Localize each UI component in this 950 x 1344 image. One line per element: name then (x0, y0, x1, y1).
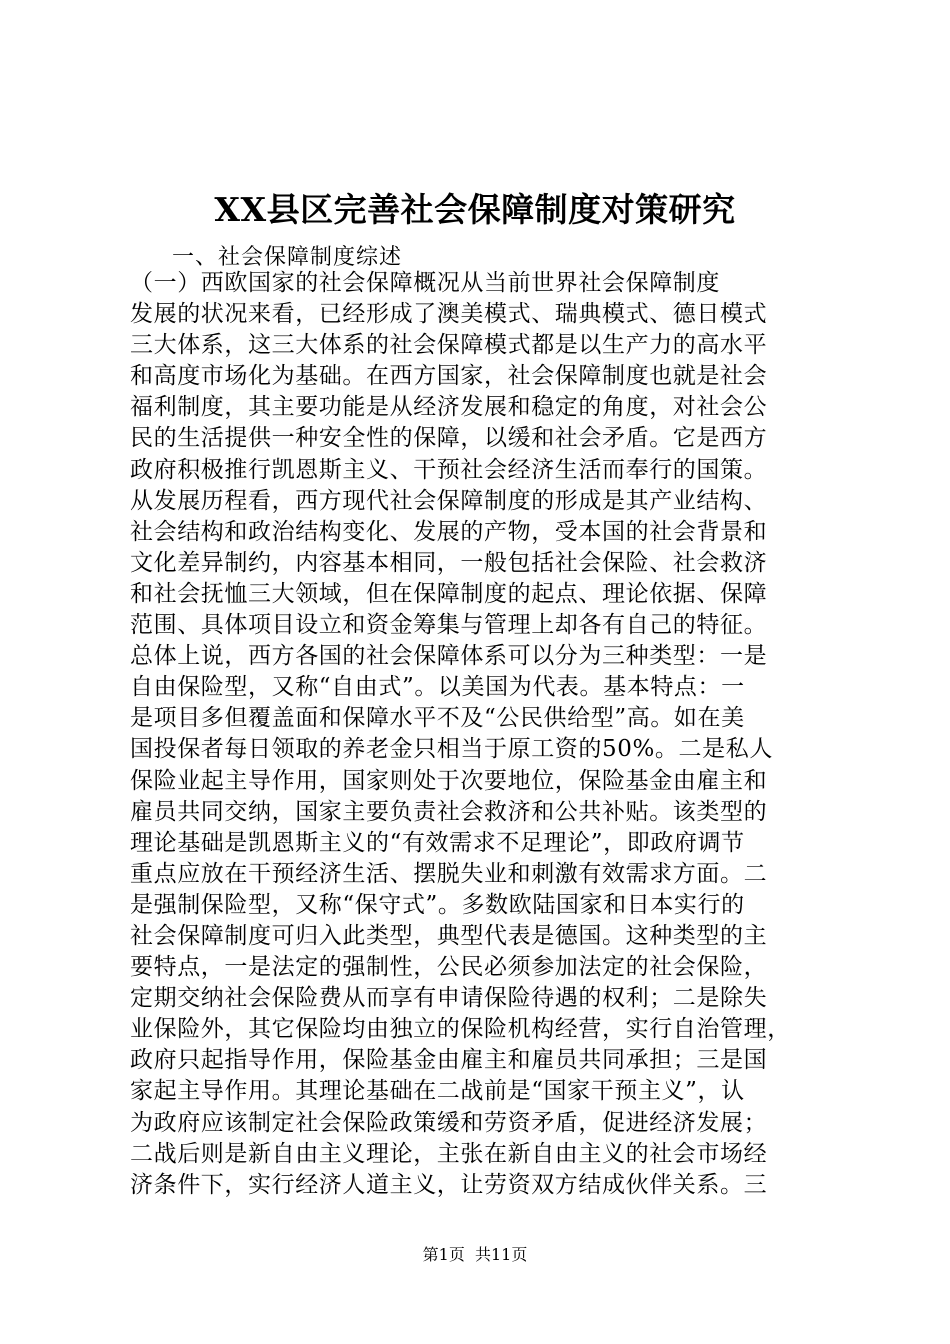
body-line: 民的生活提供一种安全性的保障，以缓和社会矛盾。它是西方 (130, 425, 768, 452)
body-line: 总体上说，西方各国的社会保障体系可以分为三种类型：一是 (130, 643, 768, 670)
section-heading: 一、社会保障制度综述 (172, 245, 403, 270)
body-line: 文化差异制约，内容基本相同，一般包括社会保险、社会救济 (130, 549, 768, 576)
body-line: 业保险外，其它保险均由独立的保险机构经营，实行自治管理， (130, 1016, 791, 1043)
body-line: 从发展历程看，西方现代社会保障制度的形成是其产业结构、 (130, 487, 768, 514)
body-line: 为政府应该制定社会保险政策缓和劳资矛盾，促进经济发展； (130, 1109, 768, 1136)
body-line: 发展的状况来看，已经形成了澳美模式、瑞典模式、德日模式 (130, 301, 768, 328)
body-line: （一）西欧国家的社会保障概况从当前世界社会保障制度 (130, 270, 720, 296)
body-line: 要特点，一是法定的强制性，公民必须参加法定的社会保险， (130, 954, 768, 981)
body-line: 定期交纳社会保险费从而享有申请保险待遇的权利；二是除失 (130, 985, 768, 1012)
body-line: 是强制保险型，又称“保守式”。多数欧陆国家和日本实行的 (130, 891, 745, 918)
body-line: 国投保者每日领取的养老金只相当于原工资的50%。二是私人 (130, 736, 773, 763)
body-line: 范围、具体项目设立和资金筹集与管理上却各有自己的特征。 (130, 612, 768, 639)
body-line: 三大体系，这三大体系的社会保障模式都是以生产力的高水平 (130, 332, 768, 359)
body-line: 二战后则是新自由主义理论，主张在新自由主义的社会市场经 (130, 1140, 768, 1167)
body-line: 自由保险型，又称“自由式”。以美国为代表。基本特点：一 (130, 674, 745, 701)
body-line: 济条件下，实行经济人道主义，让劳资双方结成伙伴关系。三 (130, 1171, 768, 1198)
body-line: 政府只起指导作用，保险基金由雇主和雇员共同承担；三是国 (130, 1047, 768, 1074)
body-line: 和高度市场化为基础。在西方国家，社会保障制度也就是社会 (130, 363, 768, 390)
body-line: 福利制度，其主要功能是从经济发展和稳定的角度，对社会公 (130, 394, 768, 421)
body-line: 是项目多但覆盖面和保障水平不及“公民供给型”高。如在美 (130, 705, 745, 732)
body-line: 重点应放在干预经济生活、摆脱失业和刺激有效需求方面。二 (130, 860, 768, 887)
page-footer: 第1页 共11页 (422, 1245, 528, 1264)
body-line: 社会结构和政治结构变化、发展的产物，受本国的社会背景和 (130, 518, 768, 545)
body-line: 保险业起主导作用，国家则处于次要地位，保险基金由雇主和 (130, 767, 768, 794)
body-line: 家起主导作用。其理论基础在二战前是“国家干预主义”，认 (130, 1078, 745, 1105)
body-line: 政府积极推行凯恩斯主义、干预社会经济生活而奉行的国策。 (130, 456, 768, 483)
body-line: 理论基础是凯恩斯主义的“有效需求不足理论”，即政府调节 (130, 829, 745, 856)
body-line: 和社会抚恤三大领域，但在保障制度的起点、理论依据、保障 (130, 580, 768, 607)
document-title: XX县区完善社会保障制度对策研究 (214, 190, 736, 229)
body-text (130, 268, 840, 1201)
body-line: 社会保障制度可归入此类型，典型代表是德国。这种类型的主 (130, 922, 768, 949)
body-line: 雇员共同交纳，国家主要负责社会救济和公共补贴。该类型的 (130, 798, 768, 825)
